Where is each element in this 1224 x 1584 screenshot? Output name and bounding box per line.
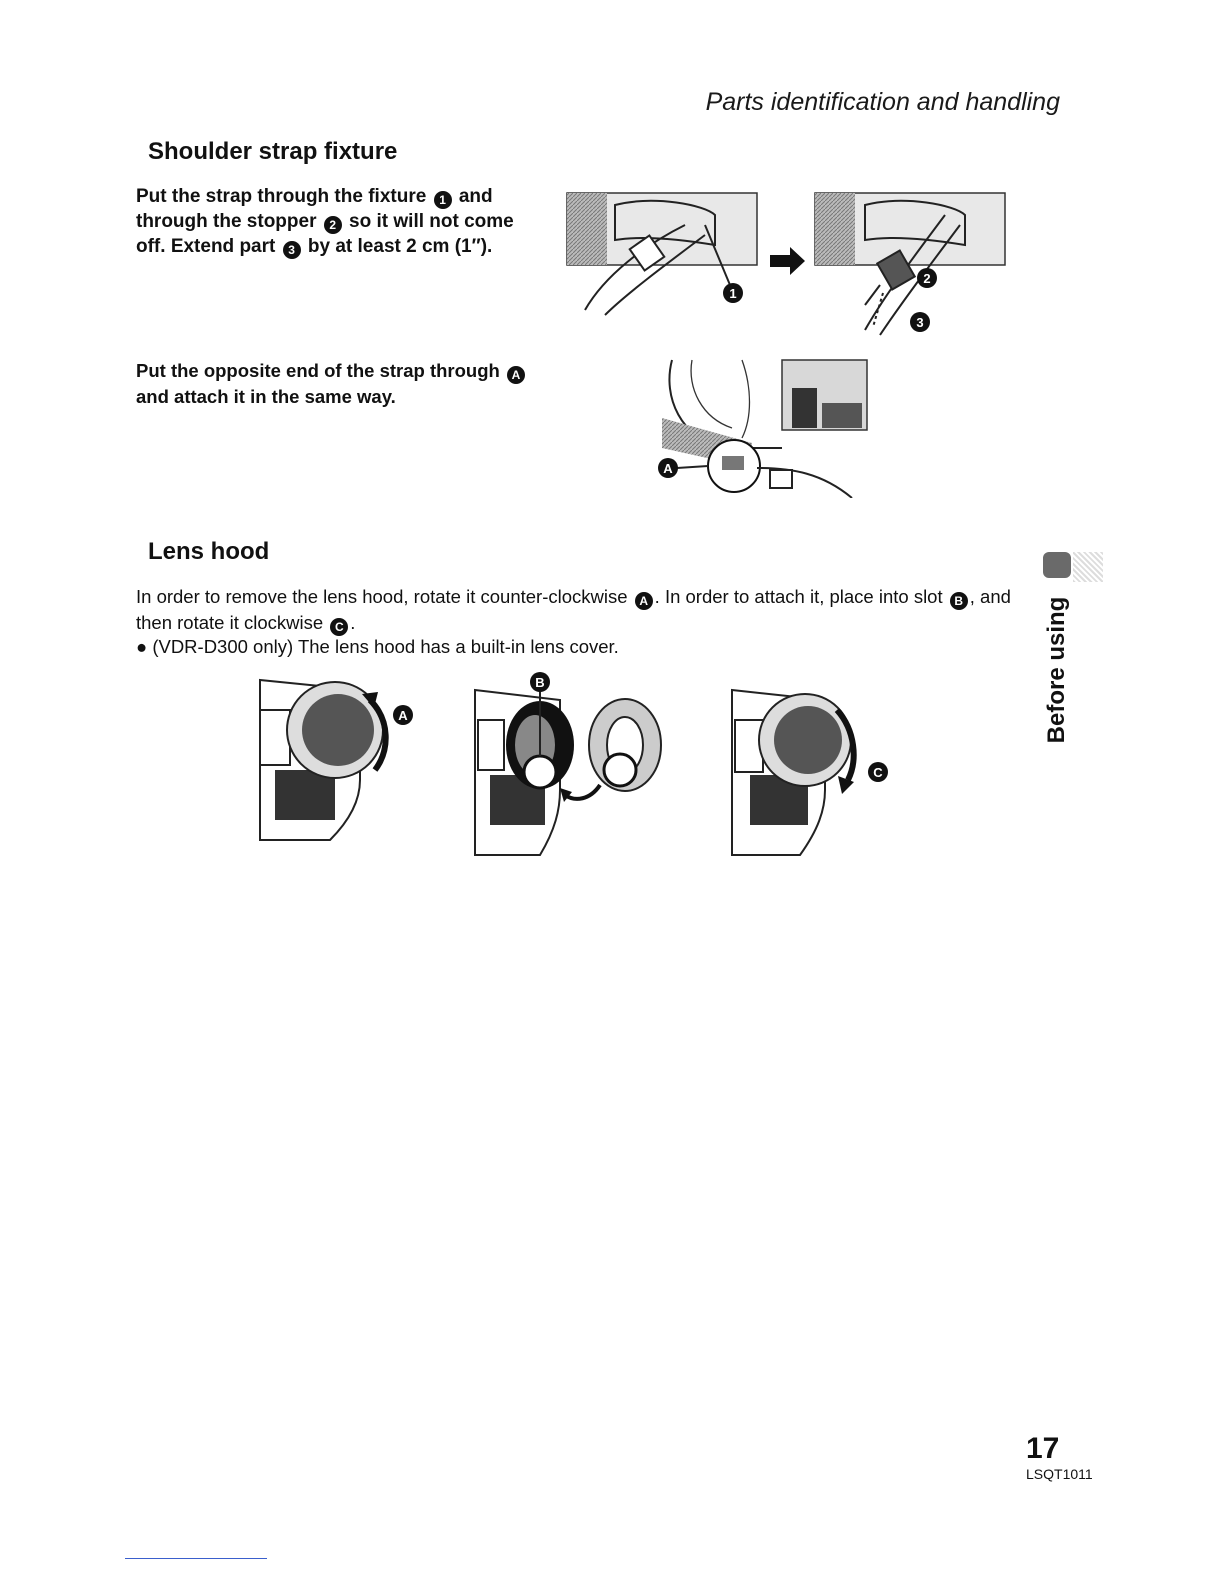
instr2-text-b: and attach it in the same way. bbox=[136, 386, 396, 407]
right-arrow-icon bbox=[770, 247, 805, 275]
marker-1: 1 bbox=[434, 191, 452, 209]
strap-opposite-end-illustration bbox=[652, 358, 872, 498]
instr1-text-b: and through the stopper bbox=[136, 186, 493, 232]
instr1-text-d: by at least 2 cm (1″). bbox=[302, 236, 493, 257]
side-section-tab bbox=[1040, 590, 1074, 750]
lens-hood-instructions bbox=[136, 584, 1016, 636]
lens-text-b: . In order to attach it, place into slot bbox=[654, 586, 948, 607]
shoulder-strap-instruction-2 bbox=[136, 358, 556, 409]
fig-label-a-lens: A bbox=[398, 708, 408, 723]
lens-hood-heading: Lens hood bbox=[148, 538, 270, 565]
side-tab-label: Before using bbox=[1043, 596, 1070, 744]
marker-2: 2 bbox=[324, 216, 342, 234]
instr2-text-a: Put the opposite end of the strap through bbox=[136, 360, 505, 381]
lens-slot-figure bbox=[475, 672, 661, 855]
marker-a-lens: A bbox=[635, 592, 653, 610]
lens-text-a: In order to remove the lens hood, rotate it counter-clockwise bbox=[136, 586, 633, 607]
document-code: LSQT1011 bbox=[1026, 1466, 1093, 1482]
shoulder-strap-instruction-1 bbox=[136, 184, 536, 259]
marker-c-lens: C bbox=[330, 618, 348, 636]
lens-text-d: . bbox=[350, 612, 356, 633]
page-header-title: Parts identification and handling bbox=[705, 88, 1060, 116]
strap-fixture-illustration bbox=[565, 185, 1010, 345]
page-number: 17 bbox=[1026, 1432, 1060, 1465]
instr1-text-a: Put the strap through the fixture bbox=[136, 186, 432, 207]
fig-label-1: 1 bbox=[729, 286, 737, 301]
side-tab-texture bbox=[1073, 552, 1103, 582]
marker-a: A bbox=[507, 366, 525, 384]
fig-label-b-lens: B bbox=[535, 675, 545, 690]
shoulder-strap-heading: Shoulder strap fixture bbox=[148, 138, 398, 165]
instr1-text-c: so it will not come off. Extend part bbox=[136, 211, 514, 257]
lens-remove-figure bbox=[260, 680, 413, 840]
fig-label-a-strap: A bbox=[663, 461, 673, 476]
side-tab-marker bbox=[1043, 552, 1071, 578]
lens-hood-illustrations bbox=[250, 670, 910, 860]
lens-text-c: , and then rotate it clockwise bbox=[136, 586, 1011, 633]
lens-hood-bullet: ● (VDR-D300 only) The lens hood has a built-in lens cover. bbox=[136, 636, 619, 657]
marker-b-lens: B bbox=[950, 592, 968, 610]
lens-attach-figure bbox=[732, 690, 888, 855]
footer-link-underline bbox=[125, 1558, 267, 1559]
fig-label-c-lens: C bbox=[873, 765, 883, 780]
marker-3: 3 bbox=[283, 241, 301, 259]
fig-label-3: 3 bbox=[916, 315, 924, 330]
fig-label-2: 2 bbox=[923, 271, 931, 286]
